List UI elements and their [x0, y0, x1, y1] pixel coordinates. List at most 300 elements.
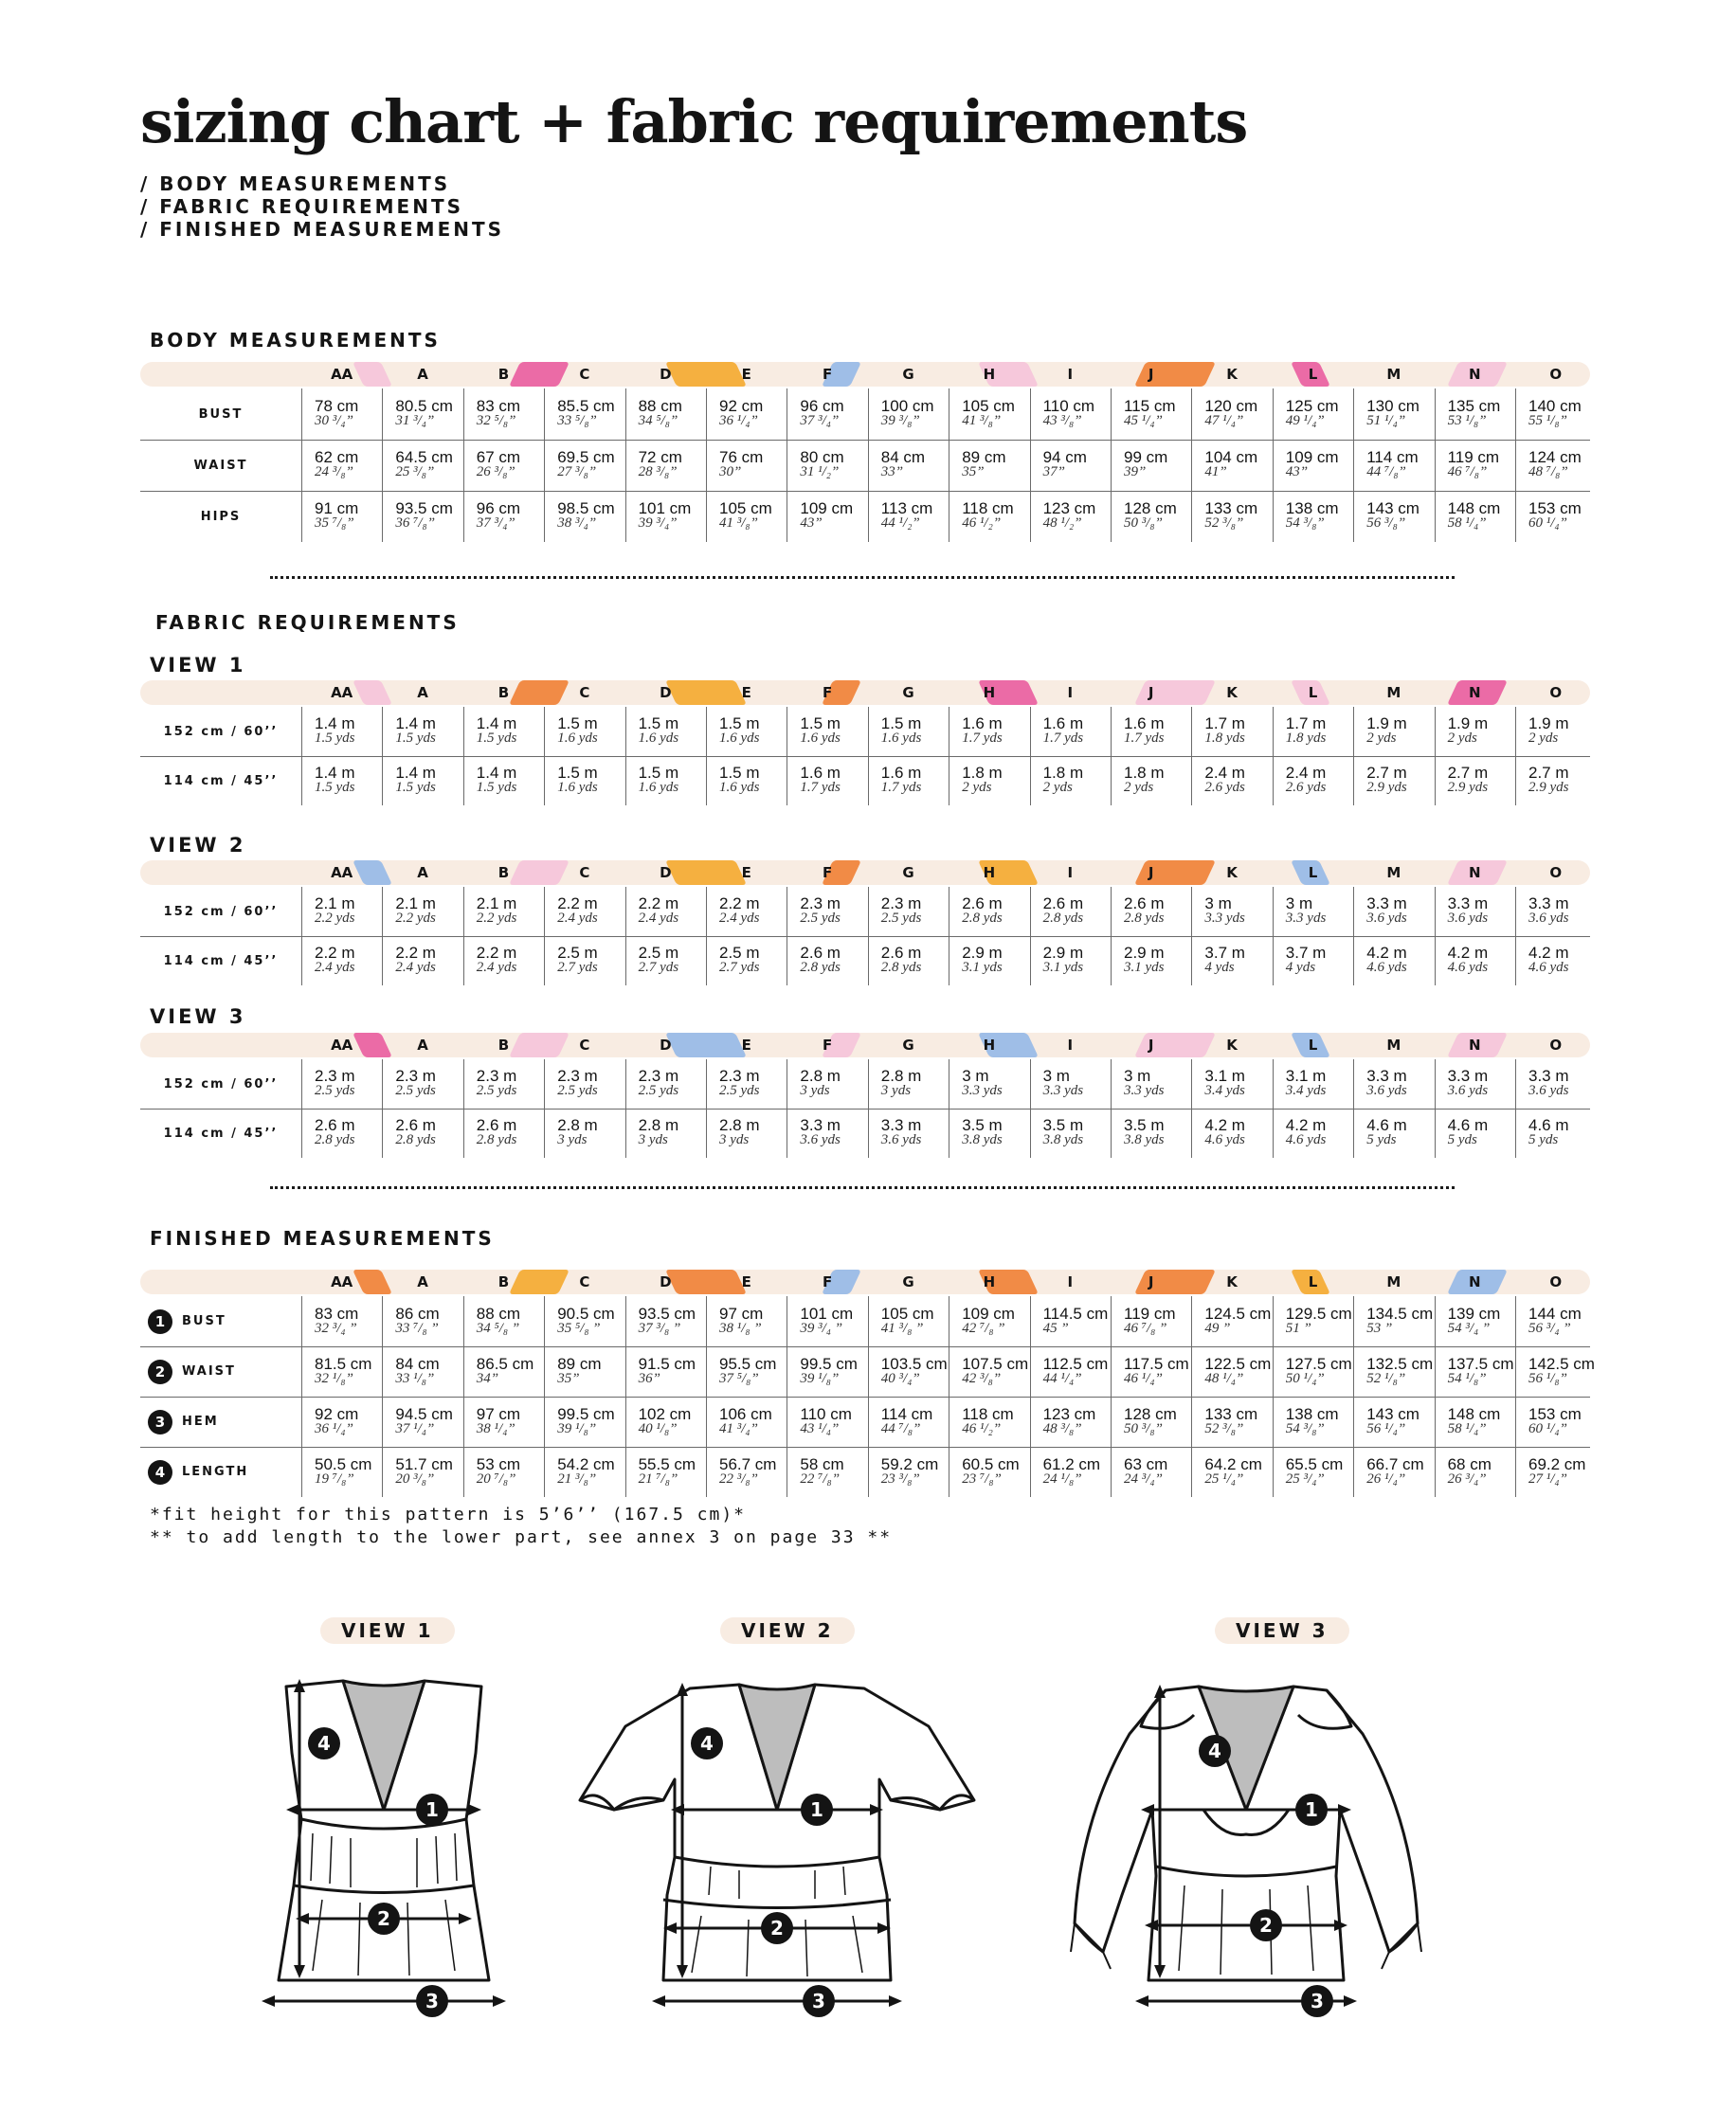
cell-metric: 1.5 m	[719, 714, 760, 732]
cell-imperial: 3.6 yds	[1447, 1083, 1489, 1098]
size-header-bar	[140, 1270, 1590, 1294]
column-divider	[1191, 707, 1192, 805]
cell-metric: 96 cm	[800, 397, 844, 415]
table-cell	[787, 765, 867, 795]
row-divider	[140, 936, 1590, 937]
cell-imperial: 46 ¹/₂”	[962, 1421, 1002, 1436]
cell-imperial: 25 ³/₈”	[395, 464, 435, 479]
size-header: C	[579, 1037, 590, 1054]
cell-metric: 1.9 m	[1366, 714, 1407, 732]
cell-metric: 2.8 m	[557, 1116, 598, 1134]
size-header: N	[1469, 1037, 1481, 1054]
table-cell	[1273, 1456, 1353, 1487]
table-cell	[1273, 945, 1353, 975]
table-cell	[301, 945, 382, 975]
cell-imperial: 43”	[800, 515, 823, 531]
row-label-text: BUST	[182, 1314, 226, 1328]
cell-metric: 2.5 m	[638, 944, 679, 962]
cell-metric: 80.5 cm	[395, 397, 453, 415]
row-label-text: WAIST	[182, 1364, 236, 1379]
marker-2: 2	[770, 1917, 784, 1940]
table-cell	[1353, 1306, 1434, 1336]
table-cell	[949, 715, 1029, 746]
table-cell	[625, 1406, 706, 1436]
cell-imperial: 53 ”	[1366, 1321, 1393, 1336]
column-divider	[868, 1296, 869, 1497]
column-divider	[463, 887, 464, 985]
cell-metric: 2.4 m	[1285, 764, 1327, 782]
cell-imperial: 3.6 yds	[880, 1132, 922, 1147]
cell-metric: 67 cm	[476, 448, 521, 466]
cell-imperial: 2.9 yds	[1366, 780, 1407, 795]
cell-metric: 109 cm	[962, 1305, 1015, 1323]
cell-metric: 94 cm	[1042, 448, 1087, 466]
cell-imperial: 27 ³/₈”	[557, 464, 597, 479]
cell-imperial: 26 ³/₄”	[1447, 1471, 1487, 1487]
column-divider	[1191, 1059, 1192, 1158]
cell-imperial: 39”	[1124, 464, 1147, 479]
cell-metric: 124 cm	[1528, 448, 1582, 466]
cell-imperial: 20 ³/₈”	[395, 1471, 435, 1487]
cell-imperial: 43”	[1285, 464, 1309, 479]
table-cell	[1111, 1068, 1191, 1098]
cell-metric: 1.4 m	[395, 714, 436, 732]
column-divider	[1191, 1296, 1192, 1497]
cell-metric: 3.5 m	[1124, 1116, 1165, 1134]
cell-imperial: 2.5 yds	[638, 1083, 679, 1098]
cell-metric: 2.8 m	[800, 1067, 841, 1085]
row-divider	[140, 1109, 1590, 1110]
table-cell	[382, 895, 462, 926]
table-cell	[868, 765, 949, 795]
column-divider	[463, 388, 464, 542]
cell-imperial: 21 ⁷/₈”	[638, 1471, 678, 1487]
marker-1: 1	[1305, 1798, 1318, 1821]
cell-metric: 101 cm	[638, 499, 692, 517]
column-divider	[868, 887, 869, 985]
cell-metric: 1.9 m	[1447, 714, 1489, 732]
table-cell	[301, 1117, 382, 1147]
row-label: 114 cm / 45’’	[163, 773, 279, 788]
row-label	[140, 1447, 301, 1497]
size-header: A	[417, 366, 428, 383]
cell-metric: 1.5 m	[719, 764, 760, 782]
table-cell	[949, 398, 1029, 428]
cell-metric: 65.5 cm	[1285, 1455, 1344, 1473]
size-header-bar	[140, 362, 1590, 387]
column-divider	[868, 1059, 869, 1158]
cell-imperial: 3 yds	[638, 1132, 668, 1147]
table-cell	[1353, 765, 1434, 795]
cell-imperial: 4 yds	[1204, 960, 1235, 975]
cell-metric: 2.6 m	[880, 944, 922, 962]
size-header: G	[902, 1273, 914, 1290]
cell-metric: 98.5 cm	[557, 499, 615, 517]
cell-metric: 51.7 cm	[395, 1455, 453, 1473]
cell-imperial: 42 ⁷/₈ ”	[962, 1321, 1005, 1336]
table-cell	[544, 1456, 624, 1487]
row-number-badge: 4	[148, 1460, 172, 1485]
cell-metric: 2.5 m	[719, 944, 760, 962]
size-header: E	[741, 684, 751, 701]
cell-metric: 86 cm	[395, 1305, 440, 1323]
marker-4: 4	[1208, 1740, 1221, 1762]
cell-imperial: 3.1 yds	[1042, 960, 1084, 975]
cell-imperial: 2.4 yds	[476, 960, 517, 975]
cell-metric: 2.6 m	[395, 1116, 436, 1134]
size-header: A	[417, 1273, 428, 1290]
size-header: D	[660, 684, 672, 701]
size-header: H	[983, 1273, 996, 1290]
cell-metric: 4.2 m	[1447, 944, 1489, 962]
table-cell	[868, 449, 949, 479]
cell-imperial: 3 yds	[557, 1132, 588, 1147]
cell-metric: 59.2 cm	[880, 1455, 939, 1473]
cell-imperial: 1.6 yds	[880, 731, 922, 746]
table-cell	[1515, 715, 1596, 746]
length-note: ** to add length to the lower part, see annex 3 on page 33 **	[150, 1527, 893, 1547]
table-cell	[625, 765, 706, 795]
size-header: I	[1067, 684, 1074, 701]
cell-imperial: 4.6 yds	[1366, 960, 1407, 975]
cell-metric: 105 cm	[962, 397, 1015, 415]
row-number-badge: 1	[148, 1309, 172, 1334]
table-cell	[1515, 500, 1596, 531]
cell-imperial: 3.3 yds	[962, 1083, 1003, 1098]
column-divider	[301, 388, 302, 542]
cell-imperial: 1.7 yds	[962, 731, 1003, 746]
cell-metric: 3.3 m	[800, 1116, 841, 1134]
cell-imperial: 3.8 yds	[962, 1132, 1003, 1147]
cell-imperial: 41 ³/₈ ”	[880, 1321, 924, 1336]
page-title: sizing chart + fabric requirements	[140, 87, 1248, 156]
column-divider	[1191, 887, 1192, 985]
cell-metric: 105 cm	[880, 1305, 934, 1323]
cell-metric: 148 cm	[1447, 1405, 1501, 1423]
cell-imperial: 52 ³/₈”	[1204, 1421, 1244, 1436]
table-cell	[1515, 895, 1596, 926]
cell-imperial: 23 ⁷/₈”	[962, 1471, 1002, 1487]
cell-metric: 3.3 m	[1447, 1067, 1489, 1085]
cell-metric: 1.7 m	[1285, 714, 1327, 732]
row-divider	[140, 440, 1590, 441]
cell-metric: 91 cm	[315, 499, 359, 517]
cell-imperial: 3.6 yds	[1528, 911, 1569, 926]
cell-metric: 128 cm	[1124, 499, 1177, 517]
cell-metric: 2.5 m	[557, 944, 598, 962]
view1-label: VIEW 1	[320, 1617, 455, 1644]
table-cell	[463, 1306, 544, 1336]
table-cell	[1191, 1406, 1272, 1436]
cell-imperial: 60 ¹/₄”	[1528, 1421, 1567, 1436]
table-cell	[1435, 398, 1515, 428]
cell-imperial: 3.3 yds	[1124, 1083, 1165, 1098]
table-cell	[868, 1068, 949, 1098]
cell-imperial: 41 ³/₄”	[719, 1421, 758, 1436]
cell-imperial: 30 ³/₄”	[315, 413, 353, 428]
cell-imperial: 3.3 yds	[1285, 911, 1327, 926]
cell-imperial: 2.8 yds	[800, 960, 841, 975]
cell-imperial: 35 ⁵/₈ ”	[557, 1321, 601, 1336]
cell-metric: 2.9 m	[962, 944, 1003, 962]
table-cell	[301, 398, 382, 428]
column-divider	[1353, 388, 1354, 542]
table-cell	[382, 449, 462, 479]
cell-metric: 3 m	[1204, 894, 1232, 912]
cell-imperial: 2.8 yds	[1124, 911, 1165, 926]
cell-imperial: 49 ”	[1204, 1321, 1231, 1336]
column-divider	[1030, 1296, 1031, 1497]
cell-metric: 2.6 m	[962, 894, 1003, 912]
table-cell	[382, 765, 462, 795]
size-header: M	[1386, 684, 1401, 701]
table-cell	[463, 1117, 544, 1147]
table-cell	[1191, 1117, 1272, 1147]
cell-imperial: 3.6 yds	[1528, 1083, 1569, 1098]
cell-imperial: 2.5 yds	[719, 1083, 760, 1098]
cell-metric: 104 cm	[1204, 448, 1258, 466]
table-cell	[301, 500, 382, 531]
cell-metric: 138 cm	[1285, 1405, 1339, 1423]
cell-metric: 63 cm	[1124, 1455, 1168, 1473]
cell-imperial: 2.5 yds	[395, 1083, 436, 1098]
cell-metric: 4.6 m	[1528, 1116, 1569, 1134]
table-cell	[1111, 895, 1191, 926]
cell-metric: 118 cm	[962, 1405, 1014, 1423]
cell-imperial: 33 ⁵/₈”	[557, 413, 597, 428]
table-cell	[463, 715, 544, 746]
cell-imperial: 3.4 yds	[1285, 1083, 1327, 1098]
cell-imperial: 2.8 yds	[1042, 911, 1084, 926]
cell-metric: 119 cm	[1124, 1305, 1176, 1323]
column-divider	[1030, 707, 1031, 805]
table-cell	[382, 1117, 462, 1147]
table-cell	[544, 1117, 624, 1147]
table-cell	[1030, 895, 1111, 926]
cell-imperial: 37 ⁵/₈”	[719, 1371, 759, 1386]
table-cell	[1273, 398, 1353, 428]
table-cell	[1515, 1117, 1596, 1147]
cell-imperial: 43 ¹/₄”	[800, 1421, 840, 1436]
table-cell	[1111, 765, 1191, 795]
column-divider	[706, 1059, 707, 1158]
cell-imperial: 37”	[1042, 464, 1065, 479]
table-cell	[625, 1356, 706, 1386]
cell-metric: 4.2 m	[1204, 1116, 1245, 1134]
row-divider	[140, 756, 1590, 757]
cell-metric: 101 cm	[800, 1305, 854, 1323]
cell-imperial: 1.8 yds	[1285, 731, 1327, 746]
table-cell	[1111, 1306, 1191, 1336]
cell-imperial: 2.9 yds	[1447, 780, 1489, 795]
table-cell	[1353, 895, 1434, 926]
cell-metric: 1.4 m	[315, 714, 355, 732]
table-cell	[706, 1456, 787, 1487]
cell-metric: 68 cm	[1447, 1455, 1492, 1473]
size-header: O	[1549, 864, 1563, 881]
cell-metric: 2.3 m	[315, 1067, 355, 1085]
cell-imperial: 31 ³/₄”	[395, 413, 435, 428]
cell-imperial: 3.8 yds	[1042, 1132, 1084, 1147]
cell-imperial: 39 ¹/₈”	[557, 1421, 597, 1436]
column-divider	[544, 1059, 545, 1158]
cell-metric: 3 m	[1124, 1067, 1151, 1085]
cell-imperial: 46 ⁷/₈ ”	[1124, 1321, 1167, 1336]
cell-metric: 114 cm	[1366, 448, 1419, 466]
column-divider	[1515, 1059, 1516, 1158]
table-cell	[706, 1117, 787, 1147]
table-cell	[1111, 1456, 1191, 1487]
table-cell	[625, 895, 706, 926]
cell-imperial: 47 ¹/₄”	[1204, 413, 1244, 428]
table-cell	[625, 945, 706, 975]
column-divider	[625, 1296, 626, 1497]
cell-imperial: 25 ³/₄”	[1285, 1471, 1325, 1487]
cell-metric: 1.9 m	[1528, 714, 1569, 732]
table-cell	[706, 500, 787, 531]
view2-label: VIEW 2	[720, 1617, 855, 1644]
cell-metric: 1.5 m	[800, 714, 841, 732]
cell-imperial: 41”	[1204, 464, 1227, 479]
cell-imperial: 2 yds	[1447, 731, 1477, 746]
column-divider	[1515, 887, 1516, 985]
size-header: G	[902, 1037, 914, 1054]
table-cell	[382, 1406, 462, 1436]
size-header: H	[983, 864, 996, 881]
table-cell	[706, 1306, 787, 1336]
size-header: J	[1148, 1273, 1154, 1290]
cell-metric: 137.5 cm	[1447, 1355, 1514, 1373]
size-header: D	[660, 366, 672, 383]
table-cell	[1030, 449, 1111, 479]
size-header: J	[1148, 684, 1154, 701]
cell-imperial: 36 ⁷/₈”	[395, 515, 436, 531]
cell-imperial: 45 ”	[1042, 1321, 1069, 1336]
cell-imperial: 1.6 yds	[638, 780, 679, 795]
cell-imperial: 37 ³/₄”	[476, 515, 515, 531]
column-divider	[382, 388, 383, 542]
table-cell	[1273, 1068, 1353, 1098]
cell-imperial: 53 ¹/₈”	[1447, 413, 1487, 428]
cell-metric: 76 cm	[719, 448, 764, 466]
column-divider	[1353, 707, 1354, 805]
table-cell	[1353, 1356, 1434, 1386]
table-cell	[301, 449, 382, 479]
row-label: 152 cm / 60’’	[163, 724, 279, 739]
cell-imperial: 58 ¹/₄”	[1447, 1421, 1487, 1436]
table-cell	[1273, 1356, 1353, 1386]
size-header: A	[417, 1037, 428, 1054]
table-cell	[1191, 945, 1272, 975]
cell-imperial: 35”	[557, 1371, 580, 1386]
table-cell	[1435, 1356, 1515, 1386]
cell-imperial: 54 ³/₈”	[1285, 1421, 1325, 1436]
divider-dots	[270, 576, 1455, 579]
size-header: L	[1308, 684, 1318, 701]
cell-metric: 99.5 cm	[800, 1355, 858, 1373]
cell-metric: 123 cm	[1042, 1405, 1096, 1423]
row-label: 152 cm / 60’’	[163, 1076, 279, 1092]
column-divider	[1191, 388, 1192, 542]
size-header: D	[660, 864, 672, 881]
cell-metric: 1.7 m	[1204, 714, 1245, 732]
size-header: C	[579, 864, 590, 881]
size-header-bar	[140, 680, 1590, 705]
cell-metric: 107.5 cm	[962, 1355, 1029, 1373]
cell-metric: 2.3 m	[638, 1067, 679, 1085]
cell-metric: 93.5 cm	[395, 499, 453, 517]
table-cell	[868, 1117, 949, 1147]
table-cell	[706, 715, 787, 746]
table-cell	[463, 895, 544, 926]
table-cell	[1191, 1068, 1272, 1098]
column-divider	[1435, 887, 1436, 985]
cell-metric: 135 cm	[1447, 397, 1501, 415]
cell-imperial: 2.8 yds	[962, 911, 1003, 926]
cell-metric: 134.5 cm	[1366, 1305, 1434, 1323]
cell-imperial: 2 yds	[1366, 731, 1397, 746]
table-cell	[1191, 398, 1272, 428]
cell-metric: 132.5 cm	[1366, 1355, 1434, 1373]
cell-metric: 1.6 m	[1124, 714, 1165, 732]
cell-metric: 153 cm	[1528, 1405, 1582, 1423]
cell-metric: 92 cm	[315, 1405, 359, 1423]
cell-imperial: 52 ¹/₈”	[1366, 1371, 1406, 1386]
cell-metric: 1.5 m	[638, 714, 679, 732]
cell-metric: 3 m	[1042, 1067, 1070, 1085]
table-cell	[949, 500, 1029, 531]
table-cell	[787, 1406, 867, 1436]
table-cell	[1273, 1306, 1353, 1336]
table-cell	[1030, 945, 1111, 975]
cell-metric: 110 cm	[800, 1405, 852, 1423]
cell-metric: 2.2 m	[476, 944, 517, 962]
marker-2: 2	[377, 1907, 390, 1930]
column-divider	[544, 887, 545, 985]
cell-metric: 2.1 m	[476, 894, 517, 912]
cell-metric: 69.5 cm	[557, 448, 615, 466]
table-cell	[787, 895, 867, 926]
table-cell	[1353, 1406, 1434, 1436]
cell-metric: 81.5 cm	[315, 1355, 372, 1373]
size-header: O	[1549, 684, 1563, 701]
cell-imperial: 3.6 yds	[1447, 911, 1489, 926]
size-header: F	[822, 684, 833, 701]
size-header: N	[1469, 366, 1481, 383]
table-cell	[544, 1356, 624, 1386]
table-cell	[301, 1406, 382, 1436]
marker-3: 3	[812, 1990, 825, 2012]
cell-metric: 1.6 m	[880, 764, 922, 782]
cell-metric: 1.6 m	[962, 714, 1003, 732]
cell-imperial: 3.6 yds	[1366, 911, 1407, 926]
cell-metric: 83 cm	[476, 397, 521, 415]
cell-imperial: 1.7 yds	[1124, 731, 1165, 746]
cell-metric: 72 cm	[638, 448, 682, 466]
table-cell	[1273, 449, 1353, 479]
cell-imperial: 39 ³/₈”	[880, 413, 920, 428]
cell-imperial: 34 ⁵/₈ ”	[476, 1321, 520, 1336]
cell-imperial: 34 ⁵/₈”	[638, 413, 678, 428]
column-divider	[1030, 1059, 1031, 1158]
cell-metric: 54.2 cm	[557, 1455, 615, 1473]
table-cell	[1515, 1356, 1596, 1386]
size-header: I	[1067, 366, 1074, 383]
marker-1: 1	[810, 1798, 823, 1821]
cell-imperial: 40 ¹/₈”	[638, 1421, 678, 1436]
view2-heading: VIEW 2	[150, 834, 246, 857]
table-cell	[382, 715, 462, 746]
